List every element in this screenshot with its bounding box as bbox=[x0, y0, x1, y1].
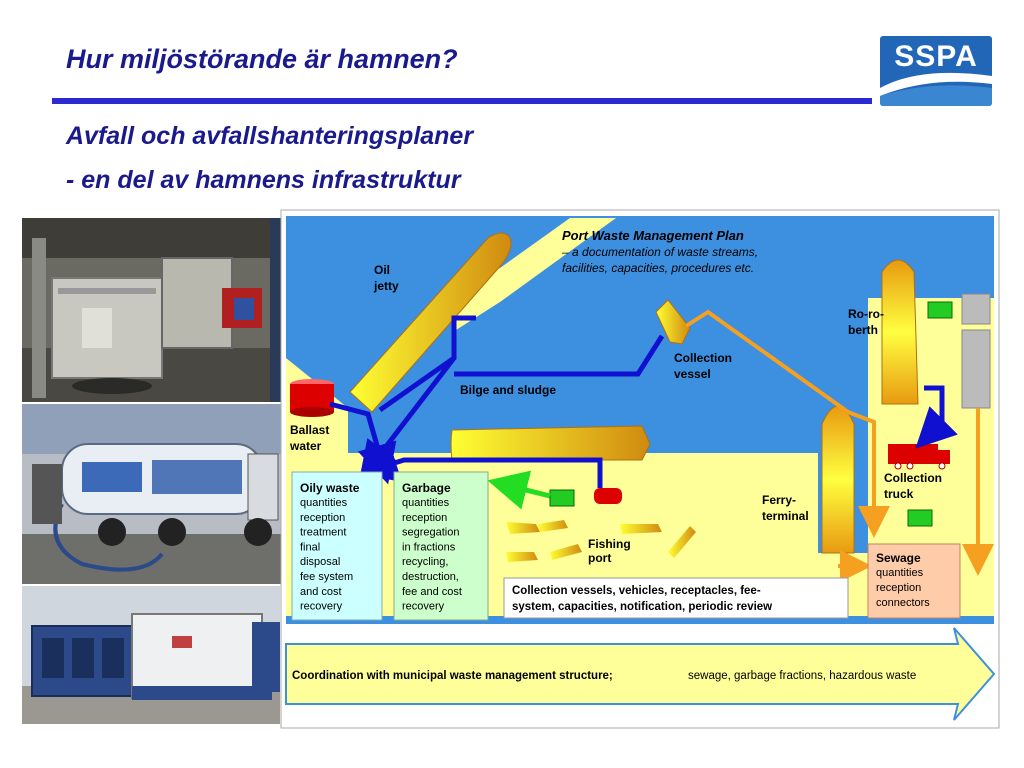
fishing-port-label: Fishing bbox=[588, 537, 631, 551]
roro-label: Ro-ro- bbox=[848, 307, 884, 321]
bilge-label: Bilge and sludge bbox=[460, 383, 557, 397]
oil-jetty-label: Oil bbox=[374, 263, 391, 277]
garbage-title: Garbage bbox=[402, 481, 451, 495]
container-units-photo bbox=[22, 586, 280, 724]
oily-waste-line: treatment bbox=[300, 526, 347, 539]
roro-building bbox=[962, 330, 990, 408]
plan-title: Port Waste Management Plan bbox=[562, 228, 744, 243]
collection-truck-label-2: truck bbox=[884, 487, 914, 501]
garbage-line: recovery bbox=[402, 600, 445, 613]
garbage-line: destruction, bbox=[402, 571, 459, 583]
garbage-line: fee and cost bbox=[402, 585, 462, 598]
oily-waste-line: recovery bbox=[300, 600, 343, 613]
waste-containers-photo bbox=[22, 218, 286, 402]
garbage-line: in fractions bbox=[402, 541, 456, 554]
oil-jetty-label-2: jetty bbox=[374, 279, 399, 293]
oily-waste-line: fee system bbox=[300, 571, 354, 583]
oily-waste-title: Oily waste bbox=[300, 481, 360, 495]
subtitle-line-2: - en del av hamnens infrastruktur bbox=[66, 166, 461, 194]
red-receptacle bbox=[594, 488, 622, 504]
green-receptacle bbox=[928, 302, 952, 318]
port-waste-diagram bbox=[278, 208, 1000, 734]
title-rule bbox=[52, 98, 872, 104]
coordination-bold-text: Coordination with municipal waste management structure; bbox=[292, 670, 613, 682]
sewage-line: reception bbox=[876, 582, 922, 594]
ballast-label-2: water bbox=[290, 439, 322, 453]
coordination-rest-text: sewage, garbage fractions, hazardous waste bbox=[688, 670, 917, 682]
ferry-ship bbox=[822, 406, 854, 553]
subtitle-line-1: Avfall och avfallshanteringsplaner bbox=[66, 122, 474, 150]
ferry-terminal-label-2: terminal bbox=[762, 509, 809, 523]
garbage-line: segregation bbox=[402, 526, 460, 539]
logo-text: SSPA bbox=[894, 40, 978, 73]
ship-at-quay bbox=[451, 426, 650, 460]
garbage-line: reception bbox=[402, 511, 448, 524]
ferry-terminal-label: Ferry- bbox=[762, 493, 797, 507]
fishing-port-label-2: port bbox=[588, 551, 612, 565]
collection-summary-line-2: system, capacities, notification, periodic review bbox=[512, 601, 773, 613]
roro-building bbox=[962, 294, 990, 324]
roro-label-2: berth bbox=[848, 323, 878, 337]
oily-waste-line: quantities bbox=[300, 497, 348, 509]
oily-waste-line: reception bbox=[300, 511, 346, 524]
sewage-line: connectors bbox=[876, 597, 930, 609]
page-title: Hur miljöstörande är hamnen? bbox=[66, 44, 458, 74]
sewage-title: Sewage bbox=[876, 551, 921, 565]
oily-waste-line: disposal bbox=[300, 556, 341, 569]
sspa-logo bbox=[880, 36, 992, 106]
sewage-line: quantities bbox=[876, 567, 924, 579]
tanker-truck-photo bbox=[22, 404, 286, 584]
collection-vessel-label-2: vessel bbox=[674, 367, 711, 381]
collection-truck-label: Collection bbox=[884, 471, 943, 485]
oily-waste-line: and cost bbox=[300, 585, 342, 598]
plan-desc-2: facilities, capacities, procedures etc. bbox=[562, 261, 755, 275]
roro-ship bbox=[882, 260, 918, 404]
plan-desc-1: – a documentation of waste streams, bbox=[562, 245, 759, 259]
oily-waste-line: final bbox=[300, 541, 321, 554]
garbage-line: quantities bbox=[402, 497, 450, 509]
green-receptacle bbox=[550, 490, 574, 506]
collection-vessel-label: Collection bbox=[674, 351, 733, 365]
ballast-label: Ballast bbox=[290, 423, 330, 437]
collection-summary-line-1: Collection vessels, vehicles, receptacles, fee- bbox=[512, 585, 761, 597]
garbage-line: recycling, bbox=[402, 556, 449, 569]
